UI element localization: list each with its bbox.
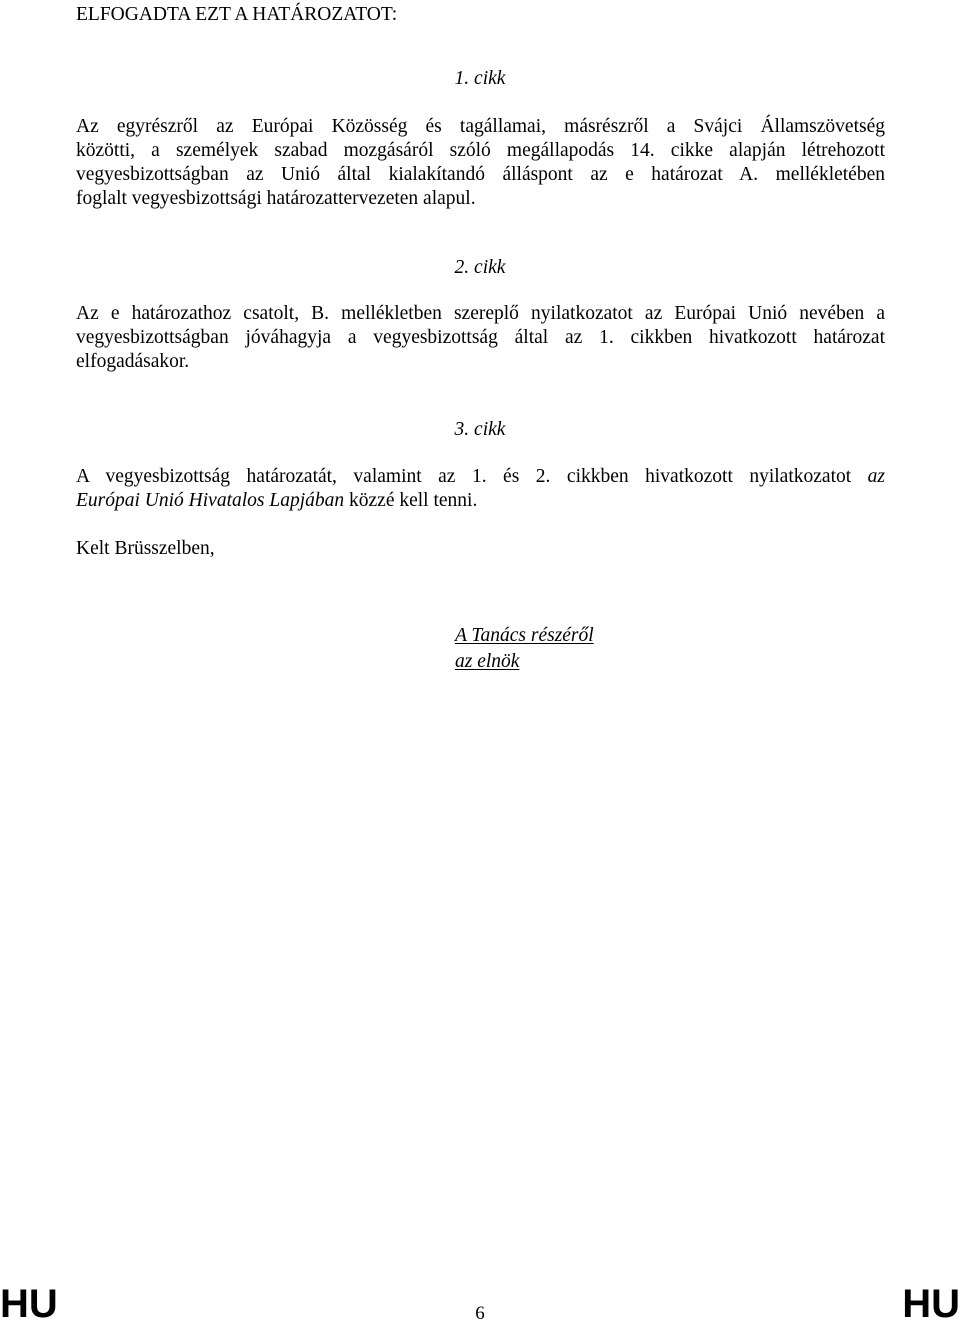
signature-block (455, 623, 594, 675)
article-3-journal-name: Európai Unió Hivatalos Lapjában (76, 490, 345, 511)
article-1-line-2: közötti, a személyek szabad mozgásáról szóló megállapodás 14. cikke alapján létrehozott (76, 140, 885, 161)
signature-president: az elnök (455, 651, 520, 672)
article-1-title: 1. cikk (454, 68, 506, 89)
heading-adopted: ELFOGADTA EZT A HATÁROZATOT: (76, 4, 398, 25)
article-2-body (76, 302, 885, 374)
article-3-title: 3. cikk (454, 419, 506, 440)
article-3-line-1-text: A vegyesbizottság határozatát, valamint az 1. és 2. cikkben hivatkozott nyilatkozatot (76, 466, 852, 487)
page-number: 6 (475, 1303, 485, 1324)
article-3-body (76, 465, 885, 513)
article-1-line-4: foglalt vegyesbizottsági határozattervezeten alapul. (76, 188, 476, 209)
article-1-body (76, 115, 885, 211)
article-3-line-2-text: közzé kell tenni. (349, 490, 478, 511)
closing-place: Kelt Brüsszelben, (76, 538, 215, 559)
article-3-line-1-italic: az (867, 466, 885, 487)
article-3-line-2 (76, 489, 885, 513)
article-2-line-2: vegyesbizottságban jóváhagyja a vegyesbizottság által az 1. cikkben hivatkozott határozat (76, 327, 885, 348)
footer-language-left: HU (0, 1282, 58, 1326)
article-1-line-3: vegyesbizottságban az Unió által kialakítandó álláspont az e határozat A. mellékletében (76, 164, 885, 185)
signature-council: A Tanács részéről (455, 625, 594, 646)
article-2-line-3: elfogadásakor. (76, 351, 190, 372)
article-1-line-1: Az egyrészről az Európai Közösség és tagállamai, másrészről a Svájci Államszövetség (76, 116, 885, 137)
footer-language-right: HU (902, 1282, 960, 1326)
article-3-line-1 (76, 465, 885, 489)
article-2-line-1: Az e határozathoz csatolt, B. mellékletben szereplő nyilatkozatot az Európai Unió nevében a (76, 303, 885, 324)
article-2-title: 2. cikk (454, 257, 506, 278)
